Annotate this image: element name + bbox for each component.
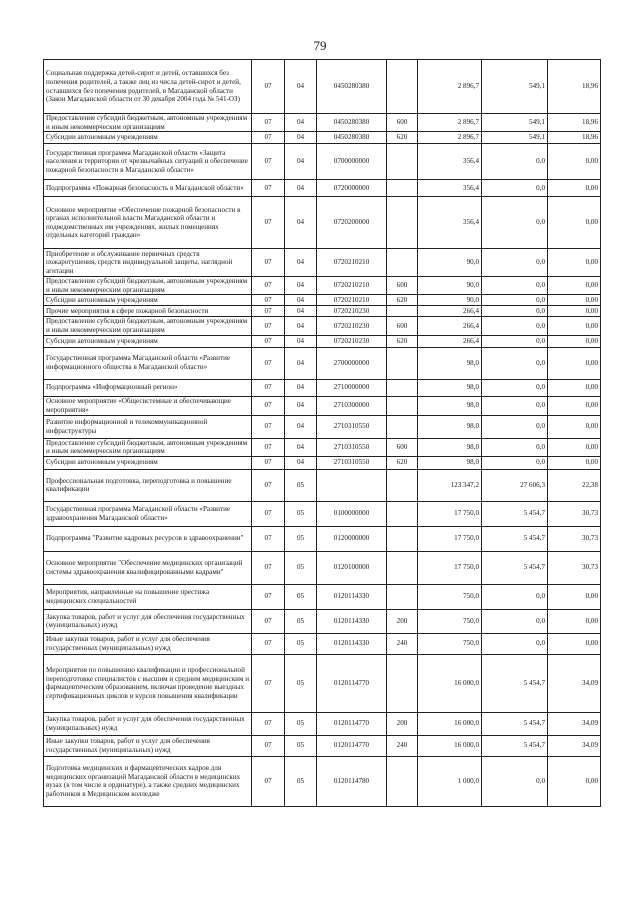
cell-fact: 0,0 — [482, 277, 548, 295]
table-row — [44, 756, 601, 806]
cell-pct: 30,73 — [548, 501, 601, 526]
cell-csr: 0720210210 — [317, 295, 387, 306]
cell-plan: 98,0 — [418, 456, 482, 469]
cell-pct: 34,09 — [548, 735, 601, 756]
cell-pct: 0,00 — [548, 306, 601, 317]
cell-fact: 0,0 — [482, 295, 548, 306]
cell-csr: 0120114780 — [317, 756, 387, 806]
cell-rz: 07 — [252, 197, 285, 249]
cell-fact: 549,1 — [482, 132, 548, 144]
cell-name: Прочие мероприятия в сфере пожарной безопасности — [44, 306, 252, 317]
cell-rz: 07 — [252, 335, 285, 347]
cell-csr: 2710000000 — [317, 379, 387, 396]
cell-rz: 07 — [252, 551, 285, 584]
table-row — [44, 379, 601, 396]
cell-fact: 5 454,7 — [482, 654, 548, 712]
cell-fact: 5 454,7 — [482, 526, 548, 551]
cell-plan: 266,4 — [418, 306, 482, 317]
cell-name: Государственная программа Магаданской области «Защита населения и территории от чрезвычайных ситуаций и обеспечение пожарной безопасности в Магаданской области» — [44, 144, 252, 180]
table-row — [44, 295, 601, 306]
cell-fact: 0,0 — [482, 249, 548, 277]
cell-vr: 240 — [387, 633, 418, 654]
cell-pct: 0,00 — [548, 317, 601, 335]
cell-pr: 04 — [285, 335, 317, 347]
cell-csr: 0120114330 — [317, 633, 387, 654]
cell-fact: 0,0 — [482, 609, 548, 633]
cell-plan: 356,4 — [418, 180, 482, 197]
cell-rz: 07 — [252, 456, 285, 469]
cell-fact: 0,0 — [482, 335, 548, 347]
cell-vr: 620 — [387, 456, 418, 469]
cell-pr: 04 — [285, 144, 317, 180]
cell-name: Развитие информационной и телекоммуникационной инфраструктуры — [44, 415, 252, 438]
cell-csr: 0120100000 — [317, 551, 387, 584]
cell-vr: 600 — [387, 277, 418, 295]
cell-pr: 05 — [285, 654, 317, 712]
cell-pr: 04 — [285, 249, 317, 277]
cell-plan: 17 750,0 — [418, 551, 482, 584]
cell-plan: 750,0 — [418, 609, 482, 633]
cell-pr: 05 — [285, 712, 317, 735]
cell-vr — [387, 551, 418, 584]
cell-pr: 04 — [285, 132, 317, 144]
cell-csr: 0720210230 — [317, 306, 387, 317]
cell-rz: 07 — [252, 132, 285, 144]
cell-plan: 90,0 — [418, 277, 482, 295]
cell-vr — [387, 306, 418, 317]
cell-name: Субсидии автономным учреждениям — [44, 335, 252, 347]
cell-pr: 05 — [285, 551, 317, 584]
cell-fact: 0,0 — [482, 438, 548, 456]
cell-csr: 0120114770 — [317, 654, 387, 712]
cell-vr: 600 — [387, 438, 418, 456]
cell-plan: 2 896,7 — [418, 114, 482, 132]
table-row — [44, 469, 601, 501]
cell-plan: 98,0 — [418, 438, 482, 456]
table-row — [44, 277, 601, 295]
cell-pr: 04 — [285, 415, 317, 438]
cell-csr: 0700000000 — [317, 144, 387, 180]
cell-plan: 750,0 — [418, 584, 482, 609]
cell-pct: 0,00 — [548, 335, 601, 347]
cell-vr: 200 — [387, 712, 418, 735]
cell-name: Мероприятия по повышению квалификации и профессиональной переподготовке специалистов с высшим и средним медицинским и фармацевтическим образованием, включая проведение выездных сертификационных циклов и курсов повышения квалификации — [44, 654, 252, 712]
cell-csr: 0120114770 — [317, 735, 387, 756]
cell-pr: 05 — [285, 469, 317, 501]
table-row — [44, 396, 601, 415]
cell-vr — [387, 180, 418, 197]
cell-rz: 07 — [252, 60, 285, 114]
cell-rz: 07 — [252, 438, 285, 456]
page-number: 79 — [313, 38, 327, 53]
cell-pr: 05 — [285, 756, 317, 806]
cell-plan: 90,0 — [418, 249, 482, 277]
cell-vr — [387, 396, 418, 415]
cell-plan: 1 000,0 — [418, 756, 482, 806]
cell-name: Закупка товаров, работ и услуг для обеспечения государственных (муниципальных) нужд — [44, 609, 252, 633]
table-row — [44, 317, 601, 335]
table-row — [44, 526, 601, 551]
table-row — [44, 197, 601, 249]
cell-csr: 0100000000 — [317, 501, 387, 526]
cell-pr: 04 — [285, 379, 317, 396]
cell-csr: 0450280380 — [317, 132, 387, 144]
cell-fact: 549,1 — [482, 114, 548, 132]
cell-csr: 2710300000 — [317, 396, 387, 415]
cell-pr: 05 — [285, 501, 317, 526]
table-row — [44, 584, 601, 609]
cell-vr — [387, 584, 418, 609]
cell-plan: 16 000,0 — [418, 654, 482, 712]
cell-pct: 22,38 — [548, 469, 601, 501]
cell-vr — [387, 347, 418, 379]
cell-rz: 07 — [252, 415, 285, 438]
cell-name: Предоставление субсидий бюджетным, автономным учреждениям и иным некоммерческим организациям — [44, 317, 252, 335]
cell-fact: 549,1 — [482, 60, 548, 114]
cell-vr — [387, 501, 418, 526]
cell-plan: 16 000,0 — [418, 735, 482, 756]
cell-rz: 07 — [252, 526, 285, 551]
cell-pr: 04 — [285, 295, 317, 306]
cell-rz: 07 — [252, 379, 285, 396]
cell-name: Подпрограмма «Информационный регион» — [44, 379, 252, 396]
cell-pct: 0,00 — [548, 584, 601, 609]
cell-pct: 0,00 — [548, 756, 601, 806]
table-row — [44, 306, 601, 317]
cell-rz: 07 — [252, 114, 285, 132]
cell-rz: 07 — [252, 654, 285, 712]
cell-vr: 620 — [387, 335, 418, 347]
cell-fact: 27 606,3 — [482, 469, 548, 501]
cell-fact: 0,0 — [482, 756, 548, 806]
cell-vr — [387, 756, 418, 806]
cell-name: Предоставление субсидий бюджетным, автономным учреждениям и иным некоммерческим организациям — [44, 438, 252, 456]
table-row — [44, 114, 601, 132]
cell-csr: 0120114330 — [317, 584, 387, 609]
cell-name: Субсидии автономным учреждениям — [44, 132, 252, 144]
cell-pr: 04 — [285, 347, 317, 379]
table-row — [44, 144, 601, 180]
cell-name: Подпрограмма "Развитие кадровых ресурсов в здравоохранении" — [44, 526, 252, 551]
cell-csr: 0120000000 — [317, 526, 387, 551]
cell-pct: 0,00 — [548, 277, 601, 295]
cell-plan: 356,4 — [418, 144, 482, 180]
cell-plan: 98,0 — [418, 347, 482, 379]
table-row — [44, 438, 601, 456]
cell-pr: 04 — [285, 60, 317, 114]
cell-csr: 0720210210 — [317, 249, 387, 277]
cell-name: Подпрограмма «Пожарная безопасность в Магаданской области» — [44, 180, 252, 197]
cell-name: Предоставление субсидий бюджетным, автономным учреждениям и иным некоммерческим организациям — [44, 114, 252, 132]
cell-csr — [317, 469, 387, 501]
cell-pct: 0,00 — [548, 609, 601, 633]
cell-name: Приобретение и обслуживание первичных средств пожаротушения, средств индивидуальной защиты, наглядной агитации — [44, 249, 252, 277]
cell-rz: 07 — [252, 144, 285, 180]
cell-name: Государственная программа Магаданской области «Развитие здравоохранения Магаданской области» — [44, 501, 252, 526]
cell-pct: 18,96 — [548, 132, 601, 144]
cell-plan: 17 750,0 — [418, 501, 482, 526]
table-row — [44, 712, 601, 735]
cell-vr — [387, 415, 418, 438]
cell-rz: 07 — [252, 735, 285, 756]
cell-fact: 5 454,7 — [482, 735, 548, 756]
cell-vr — [387, 144, 418, 180]
cell-csr: 2700000000 — [317, 347, 387, 379]
table-row — [44, 60, 601, 114]
cell-pct: 0,00 — [548, 633, 601, 654]
cell-pr: 05 — [285, 526, 317, 551]
cell-rz: 07 — [252, 180, 285, 197]
cell-plan: 98,0 — [418, 396, 482, 415]
cell-pct: 0,00 — [548, 180, 601, 197]
cell-csr: 0720200000 — [317, 197, 387, 249]
cell-plan: 17 750,0 — [418, 526, 482, 551]
table-row — [44, 501, 601, 526]
cell-pct: 34,09 — [548, 654, 601, 712]
cell-name: Основное мероприятие «Обеспечение пожарной безопасности в органах исполнительной власти Магаданской области и подведомственных им учреждениях, жилых помещениях отдельных категорий граждан» — [44, 197, 252, 249]
cell-csr: 0450280380 — [317, 60, 387, 114]
cell-rz: 07 — [252, 756, 285, 806]
cell-pr: 04 — [285, 396, 317, 415]
cell-name: Основное мероприятие "Обеспечение медицинских организаций системы здравоохранения квалифицированными кадрами" — [44, 551, 252, 584]
cell-rz: 07 — [252, 501, 285, 526]
cell-name: Субсидии автономным учреждениям — [44, 295, 252, 306]
cell-pr: 04 — [285, 114, 317, 132]
cell-plan: 16 000,0 — [418, 712, 482, 735]
cell-rz: 07 — [252, 295, 285, 306]
cell-pct: 0,00 — [548, 197, 601, 249]
cell-rz: 07 — [252, 249, 285, 277]
cell-rz: 07 — [252, 306, 285, 317]
cell-pct: 0,00 — [548, 379, 601, 396]
cell-csr: 2710310550 — [317, 456, 387, 469]
table-row — [44, 347, 601, 379]
cell-rz: 07 — [252, 317, 285, 335]
cell-name: Основное мероприятие «Общесистемные и обеспечивающие мероприятия» — [44, 396, 252, 415]
cell-vr — [387, 469, 418, 501]
cell-vr: 600 — [387, 114, 418, 132]
cell-plan: 2 896,7 — [418, 60, 482, 114]
cell-plan: 123 347,2 — [418, 469, 482, 501]
budget-table — [43, 59, 601, 807]
cell-plan: 90,0 — [418, 295, 482, 306]
cell-plan: 98,0 — [418, 379, 482, 396]
cell-pct: 18,96 — [548, 60, 601, 114]
table-row — [44, 609, 601, 633]
table-row — [44, 249, 601, 277]
cell-plan: 266,4 — [418, 335, 482, 347]
cell-fact: 0,0 — [482, 396, 548, 415]
cell-pct: 0,00 — [548, 249, 601, 277]
cell-csr: 0720000000 — [317, 180, 387, 197]
table-row — [44, 335, 601, 347]
cell-vr — [387, 249, 418, 277]
cell-plan: 266,4 — [418, 317, 482, 335]
cell-fact: 0,0 — [482, 415, 548, 438]
cell-fact: 0,0 — [482, 197, 548, 249]
cell-rz: 07 — [252, 469, 285, 501]
cell-pct: 0,00 — [548, 438, 601, 456]
cell-fact: 5 454,7 — [482, 712, 548, 735]
cell-name: Профессиональная подготовка, переподготовка и повышение квалификации — [44, 469, 252, 501]
cell-pct: 0,00 — [548, 415, 601, 438]
cell-name: Иные закупки товаров, работ и услуг для обеспечения государственных (муниципальных) нужд — [44, 735, 252, 756]
cell-fact: 0,0 — [482, 144, 548, 180]
cell-pr: 04 — [285, 317, 317, 335]
table-row — [44, 654, 601, 712]
cell-pr: 04 — [285, 438, 317, 456]
cell-rz: 07 — [252, 712, 285, 735]
cell-pct: 0,00 — [548, 396, 601, 415]
cell-pr: 04 — [285, 277, 317, 295]
table-row — [44, 735, 601, 756]
cell-plan: 98,0 — [418, 415, 482, 438]
cell-vr: 620 — [387, 295, 418, 306]
cell-name: Мероприятия, направленные на повышение престижа медицинских специальностей — [44, 584, 252, 609]
cell-vr: 620 — [387, 132, 418, 144]
cell-fact: 5 454,7 — [482, 551, 548, 584]
cell-vr — [387, 526, 418, 551]
cell-rz: 07 — [252, 609, 285, 633]
cell-vr: 240 — [387, 735, 418, 756]
cell-csr: 0720210230 — [317, 335, 387, 347]
cell-name: Закупка товаров, работ и услуг для обеспечения государственных (муниципальных) нужд — [44, 712, 252, 735]
cell-pr: 05 — [285, 735, 317, 756]
cell-fact: 0,0 — [482, 456, 548, 469]
table-row — [44, 456, 601, 469]
table-row — [44, 132, 601, 144]
cell-pct: 30,73 — [548, 551, 601, 584]
cell-rz: 07 — [252, 347, 285, 379]
cell-rz: 07 — [252, 633, 285, 654]
cell-csr: 0450280380 — [317, 114, 387, 132]
cell-pct: 30,73 — [548, 526, 601, 551]
cell-plan: 750,0 — [418, 633, 482, 654]
cell-rz: 07 — [252, 277, 285, 295]
cell-fact: 0,0 — [482, 317, 548, 335]
cell-pr: 04 — [285, 456, 317, 469]
cell-vr — [387, 197, 418, 249]
cell-rz: 07 — [252, 584, 285, 609]
cell-csr: 0720210230 — [317, 317, 387, 335]
cell-pct: 0,00 — [548, 456, 601, 469]
cell-fact: 0,0 — [482, 347, 548, 379]
cell-vr — [387, 379, 418, 396]
cell-name: Подготовка медицинских и фармацевтических кадров для медицинских организаций Магаданской области в медицинских вузах (в том числе в ординатуре), а также средних медицинских работников в Медицинском колледже — [44, 756, 252, 806]
cell-vr — [387, 60, 418, 114]
table-row — [44, 633, 601, 654]
cell-pr: 04 — [285, 197, 317, 249]
cell-fact: 0,0 — [482, 633, 548, 654]
cell-csr: 0120114770 — [317, 712, 387, 735]
cell-pr: 04 — [285, 306, 317, 317]
cell-name: Социальная поддержка детей-сирот и детей, оставшихся без попечения родителей, а также лиц из числа детей-сирот и детей, оставшихся без попечения родителей, в Магаданской области (Закон Магаданской области от 30 декабря 2004 года № 541-ОЗ) — [44, 60, 252, 114]
table-row — [44, 415, 601, 438]
cell-plan: 356,4 — [418, 197, 482, 249]
cell-plan: 2 896,7 — [418, 132, 482, 144]
cell-pr: 05 — [285, 584, 317, 609]
cell-csr: 0720210210 — [317, 277, 387, 295]
cell-fact: 0,0 — [482, 180, 548, 197]
table-row — [44, 551, 601, 584]
cell-fact: 0,0 — [482, 379, 548, 396]
cell-pr: 05 — [285, 609, 317, 633]
cell-pct: 34,09 — [548, 712, 601, 735]
cell-fact: 0,0 — [482, 584, 548, 609]
cell-vr: 200 — [387, 609, 418, 633]
cell-fact: 5 454,7 — [482, 501, 548, 526]
cell-csr: 0120114330 — [317, 609, 387, 633]
cell-name: Субсидии автономным учреждениям — [44, 456, 252, 469]
cell-pct: 0,00 — [548, 144, 601, 180]
cell-pct: 18,96 — [548, 114, 601, 132]
cell-pct: 0,00 — [548, 347, 601, 379]
cell-pct: 0,00 — [548, 295, 601, 306]
cell-pr: 05 — [285, 633, 317, 654]
cell-csr: 2710310550 — [317, 415, 387, 438]
cell-vr — [387, 654, 418, 712]
cell-name: Иные закупки товаров, работ и услуг для обеспечения государственных (муниципальных) нужд — [44, 633, 252, 654]
cell-name: Предоставление субсидий бюджетным, автономным учреждениям и иным некоммерческим организациям — [44, 277, 252, 295]
table-row — [44, 180, 601, 197]
cell-rz: 07 — [252, 396, 285, 415]
cell-pr: 04 — [285, 180, 317, 197]
cell-csr: 2710310550 — [317, 438, 387, 456]
cell-name: Государственная программа Магаданской области «Развитие информационного общества в Магаданской области» — [44, 347, 252, 379]
cell-vr: 600 — [387, 317, 418, 335]
cell-fact: 0,0 — [482, 306, 548, 317]
